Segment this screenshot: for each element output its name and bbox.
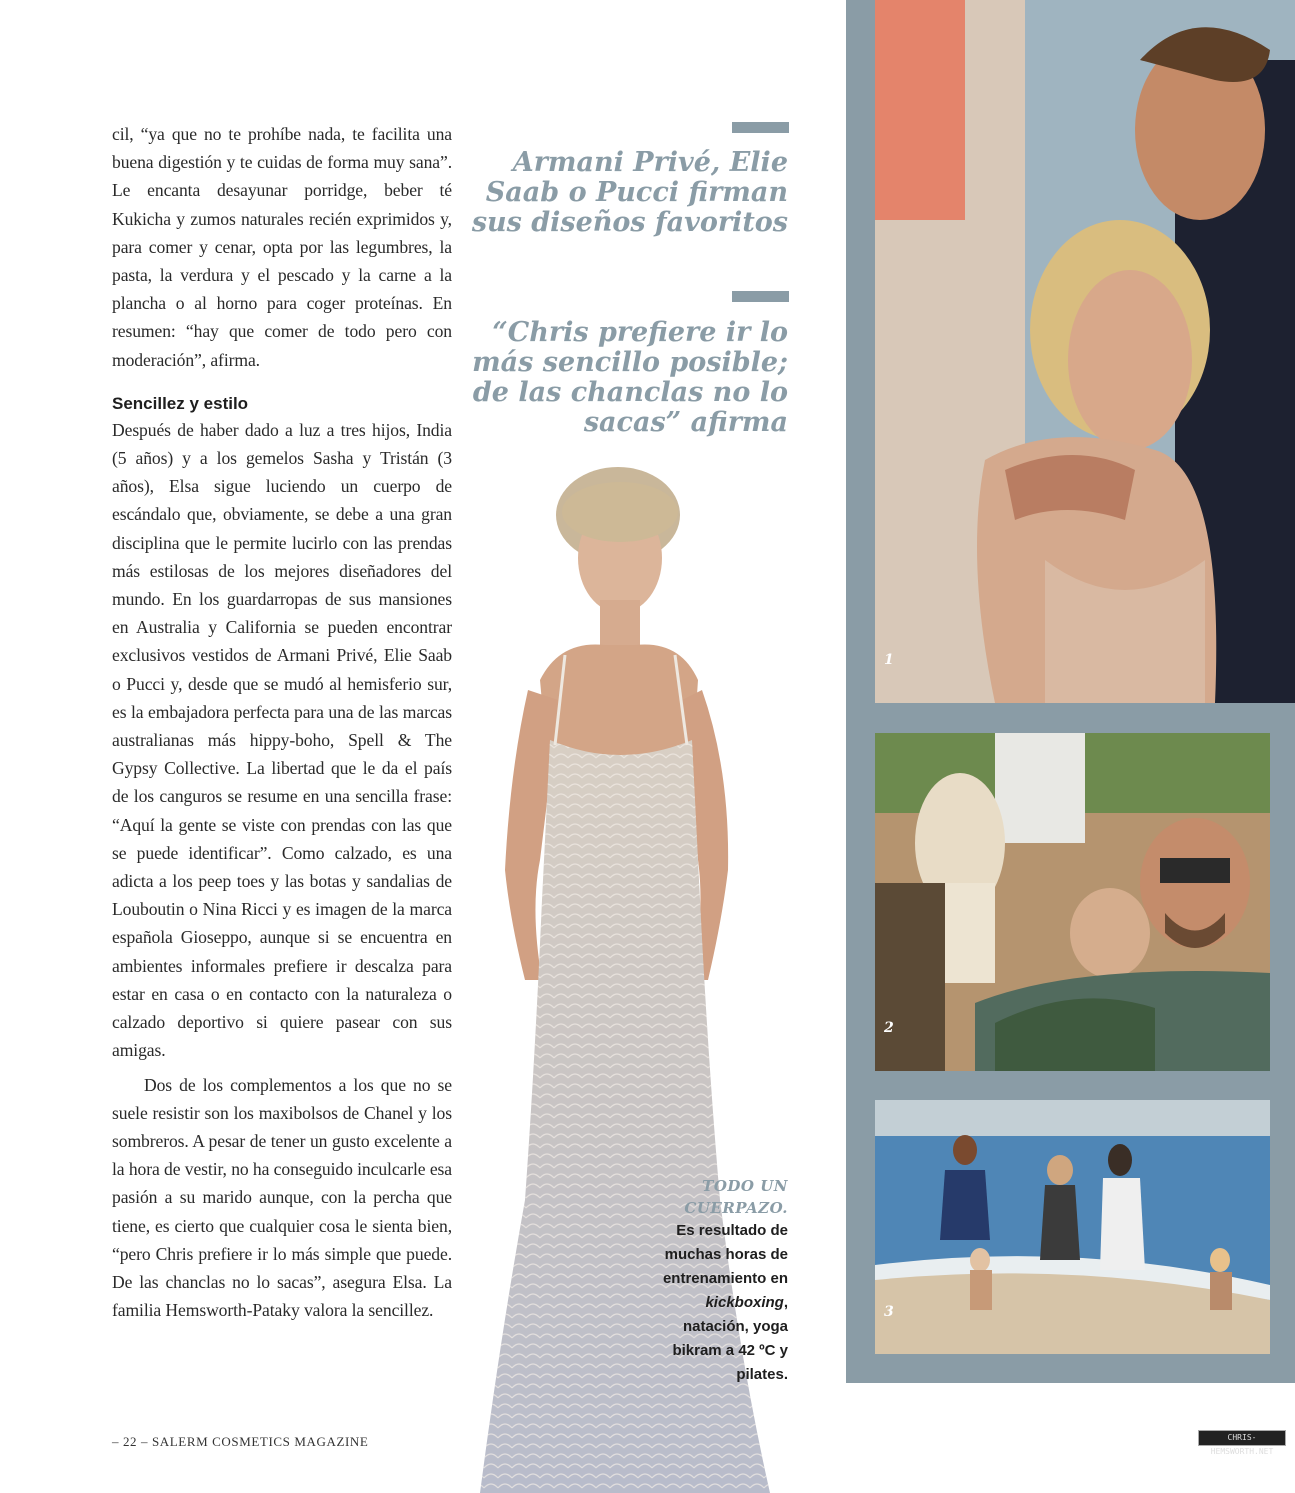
pull-quote-1: Armani Privé, Elie Saab o Pucci firman sus diseños favoritos <box>471 147 788 238</box>
article-column <box>112 120 452 1324</box>
page-footer: – 22 – SALERM COSMETICS MAGAZINE <box>112 1434 369 1449</box>
caption-text <box>640 1219 788 1387</box>
caption-text-b: , natación, yoga bikram a 42 ºC y pilates. <box>672 1294 788 1383</box>
watermark: CHRIS-HEMSWORTH.NET <box>1198 1430 1286 1446</box>
photo-couple-premiere <box>875 0 1295 703</box>
section-subhead: Sencillez y estilo <box>112 393 249 413</box>
article-paragraph-3: Dos de los complementos a los que no se suele resistir son los maxibolsos de Chanel y los sombreros. A pesar de tener un gusto excelente a la hora de vestir, no ha conseguido inculcarle esa pasión a su marido aunque, con la percha que tiene, es cierto que cualquier cosa le sienta bien, “pero Chris prefiere ir lo más simple que puede. De las chanclas no lo sacas”, asegura Elsa. La familia Hemsworth-Pataky valora la sencillez. <box>112 1074 452 1321</box>
caption-text-a: Es resultado de muchas horas de entrenamiento en <box>662 1222 788 1287</box>
caption-text-em: kickboxing <box>705 1294 784 1311</box>
quote-bar-2 <box>732 291 789 302</box>
photo-caption <box>640 1175 788 1387</box>
photo-family-beach <box>875 1100 1270 1354</box>
photo-number-3: 3 <box>884 1304 894 1320</box>
photo-number-1: 1 <box>884 652 894 668</box>
photo-couple-selfie <box>875 733 1270 1071</box>
pull-quote-2: “Chris prefiere ir lo más sencillo posible; de las chanclas no lo sacas” afirma <box>472 317 788 438</box>
article-paragraph-2: Después de haber dado a luz a tres hijos, India (5 años) y a los gemelos Sasha y Tristán (3 años), Elsa sigue luciendo un cuerpo de escándalo que, obviamente, se debe a una gran disciplina que le permite lucirlo con las prendas más estilosas de los mejores diseñadores del mundo. En los guardarropas de sus mansiones en Australia y California se pueden encontrar exclusivos vestidos de Armani Privé, Elie Saab o Pucci y, desde que se mudó al hemisferio sur, es la embajadora perfecta para una de las marcas australianas más hippy-boho, Spell & The Gypsy Collective. La libertad que le da el país de los canguros se resume en una sencilla frase: “Aquí la gente se viste con prendas con las que se puede identificar”. Como calzado, es una adicta a los peep toes y las botas y sandalias de Louboutin o Nina Ricci y es imagen de la marca española Gioseppo, aunque si se encuentra en ambientes informales prefiere ir descalza para estar en casa o en contacto con la naturaleza o calzado deportivo si quiere pasear con sus amigas. <box>112 419 452 1061</box>
photo-number-2: 2 <box>884 1020 894 1036</box>
quote-bar-1 <box>732 122 789 133</box>
article-paragraph-1: cil, “ya que no te prohíbe nada, te facilita una buena digestión y te cuidas de forma muy sana”. Le encanta desayunar porridge, beber té Kukicha y zumos naturales recién exprimidos y, para comer y cenar, opta por las legumbres, la pasta, la verdura y el pescado y la carne a la plancha o al horno para coger proteínas. En resumen: “hay que comer de todo pero con moderación”, afirma. <box>112 124 452 370</box>
caption-heading: TODO UN CUERPAZO. <box>684 1177 788 1217</box>
